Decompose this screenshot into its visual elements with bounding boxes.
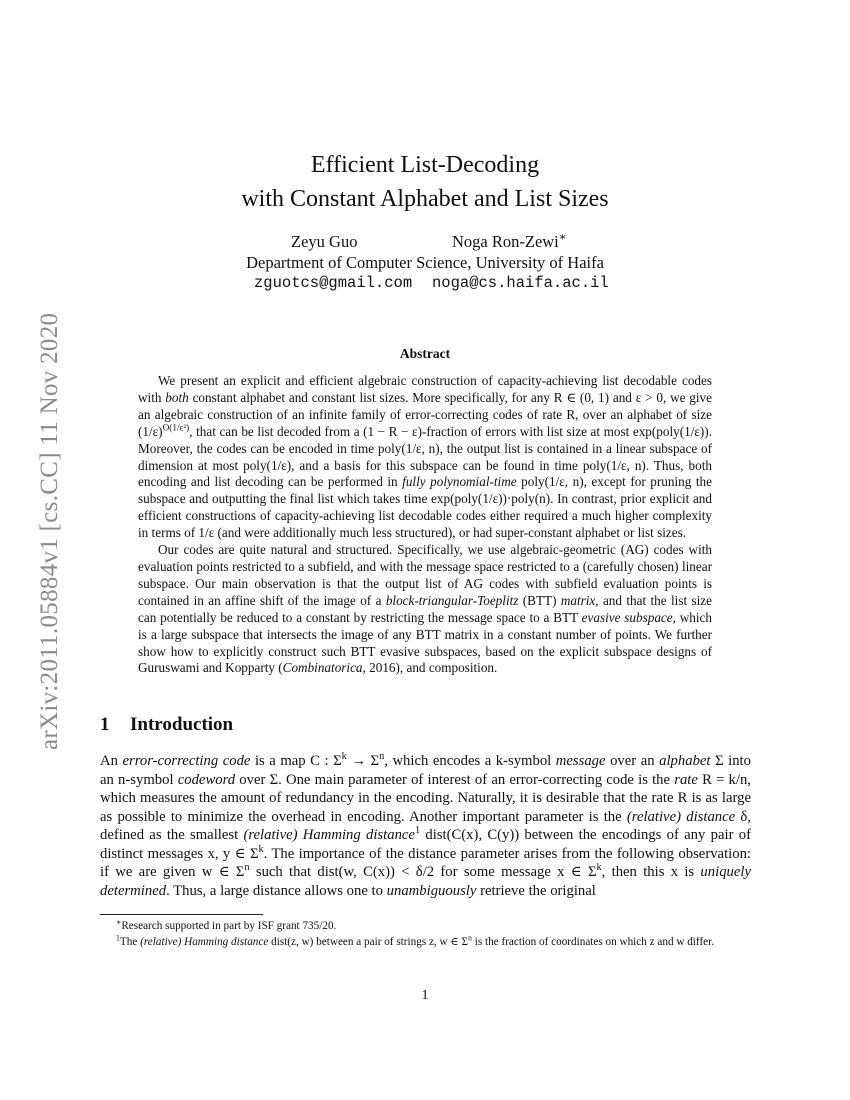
title-line-1: Efficient List-Decoding — [310, 152, 540, 178]
abstract-paragraph-2: Our codes are quite natural and structured. Specifically, we use algebraic-geometric (AG) codes with evaluation points restricted to a subfield, and with the message space restricted to a (carefully chosen) linear subspace. Our main observation is that the output list of AG codes with subfield evaluation points is contained in an affine shift of the image of a block-triangular-Toeplitz (BTT) matrix, and that the list size can potentially be reduced to a constant by restricting the message space to a BTT evasive subspace, which is a large subspace that intersects the image of any BTT matrix in a constant number of points. We further show how to explicitly construct such BTT evasive subspaces, based on the explicit subspace designs of Guruswami and Kopparty (Combinatorica, 2016), and composition. — [138, 542, 712, 676]
arxiv-sidebar — [0, 160, 63, 780]
footnote-star: ∗Research supported in part by ISF grant 735/20. — [116, 917, 337, 932]
author-2 — [452, 232, 567, 252]
affiliation: Department of Computer Science, University of Haifa — [246, 253, 604, 272]
footnote-1: $^1$The (relative) Hamming distance dist(z, w) between a pair of strings z, w ∈ $\Sigma^n$ is the fraction of coordinates on which z and w differ. — [116, 932, 715, 948]
author-2-name: Noga Ron-Zewi — [452, 232, 559, 251]
intro-paragraph: An error-correcting code is a map C : $\Sigma^k \to \Sigma^n$, which encodes a k-symbol message over an alphabet Σ into an n-symbol codeword over Σ. One main parameter of interest of an error-correcting code is the rate R = k/n, which measures the amount of redundancy in the encoding. Naturally, it is desirable that the rate R is as large as possible to minimize the overhead in encoding. Another important parameter is the (relative) distance δ, defined as the smallest (relative) Hamming distance$^1$ dist(C(x), C(y)) between the encodings of any pair of distinct messages x, y ∈ $\Sigma^k$. The importance of the distance parameter arises from the following observation: if we are given w ∈ $\Sigma^n$ such that dist(w, C(x)) < δ/2 for some message x ∈ $\Sigma^k$, then this x is uniquely determined. Thus, a large distance allows one to unambiguously retrieve the original — [100, 751, 752, 899]
abstract-body — [138, 373, 712, 677]
footnotes — [100, 919, 751, 950]
section-number: 1 — [100, 714, 110, 735]
page-number: 1 — [421, 988, 429, 1003]
abstract-heading: Abstract — [399, 346, 451, 361]
author-1-name: Zeyu Guo — [291, 232, 358, 251]
arxiv-identifier: arXiv:2011.05884v1 [cs.CC] 11 Nov 2020 — [36, 312, 63, 750]
author-2-footnote-mark: ∗ — [558, 231, 567, 244]
paper-title — [100, 148, 750, 216]
title-line-2: with Constant Alphabet and List Sizes — [241, 186, 609, 212]
section-title: Introduction — [130, 714, 234, 735]
section-heading — [100, 714, 233, 736]
abstract-paragraph-1: We present an explicit and efficient algebraic construction of capacity-achieving list decodable codes with both constant alphabet and constant list sizes. More specifically, for any R ∈ (0, 1) and ε > 0, we give an algebraic construction of an infinite family of error-correcting codes of rate R, over an alphabet of size $(1/\varepsilon)^{O(1/\varepsilon^2)}$, that can be list decoded from a (1 − R − ε)-fraction of errors with list size at most exp(poly(1/ε)). Moreover, the codes can be encoded in time poly(1/ε, n), the output list is contained in a linear subspace of dimension at most poly(1/ε), and a basis for this subspace can be found in time poly(1/ε, n). Thus, both encoding and list decoding can be performed in fully polynomial-time poly(1/ε, n), except for pruning the subspace and outputting the final list which takes time exp(poly(1/ε))·poly(n). In contrast, prior explicit and efficient constructions of capacity-achieving list decodable codes either required a much higher complexity in terms of 1/ε (and were additionally much less structured), or had super-constant alphabet or list sizes. — [138, 373, 712, 541]
footnote-rule — [100, 914, 263, 915]
introduction-body — [100, 752, 751, 900]
author-2-email: noga@cs.haifa.ac.il — [432, 274, 609, 292]
author-1-email: zguotcs@gmail.com — [254, 274, 413, 292]
author-block — [100, 232, 750, 294]
